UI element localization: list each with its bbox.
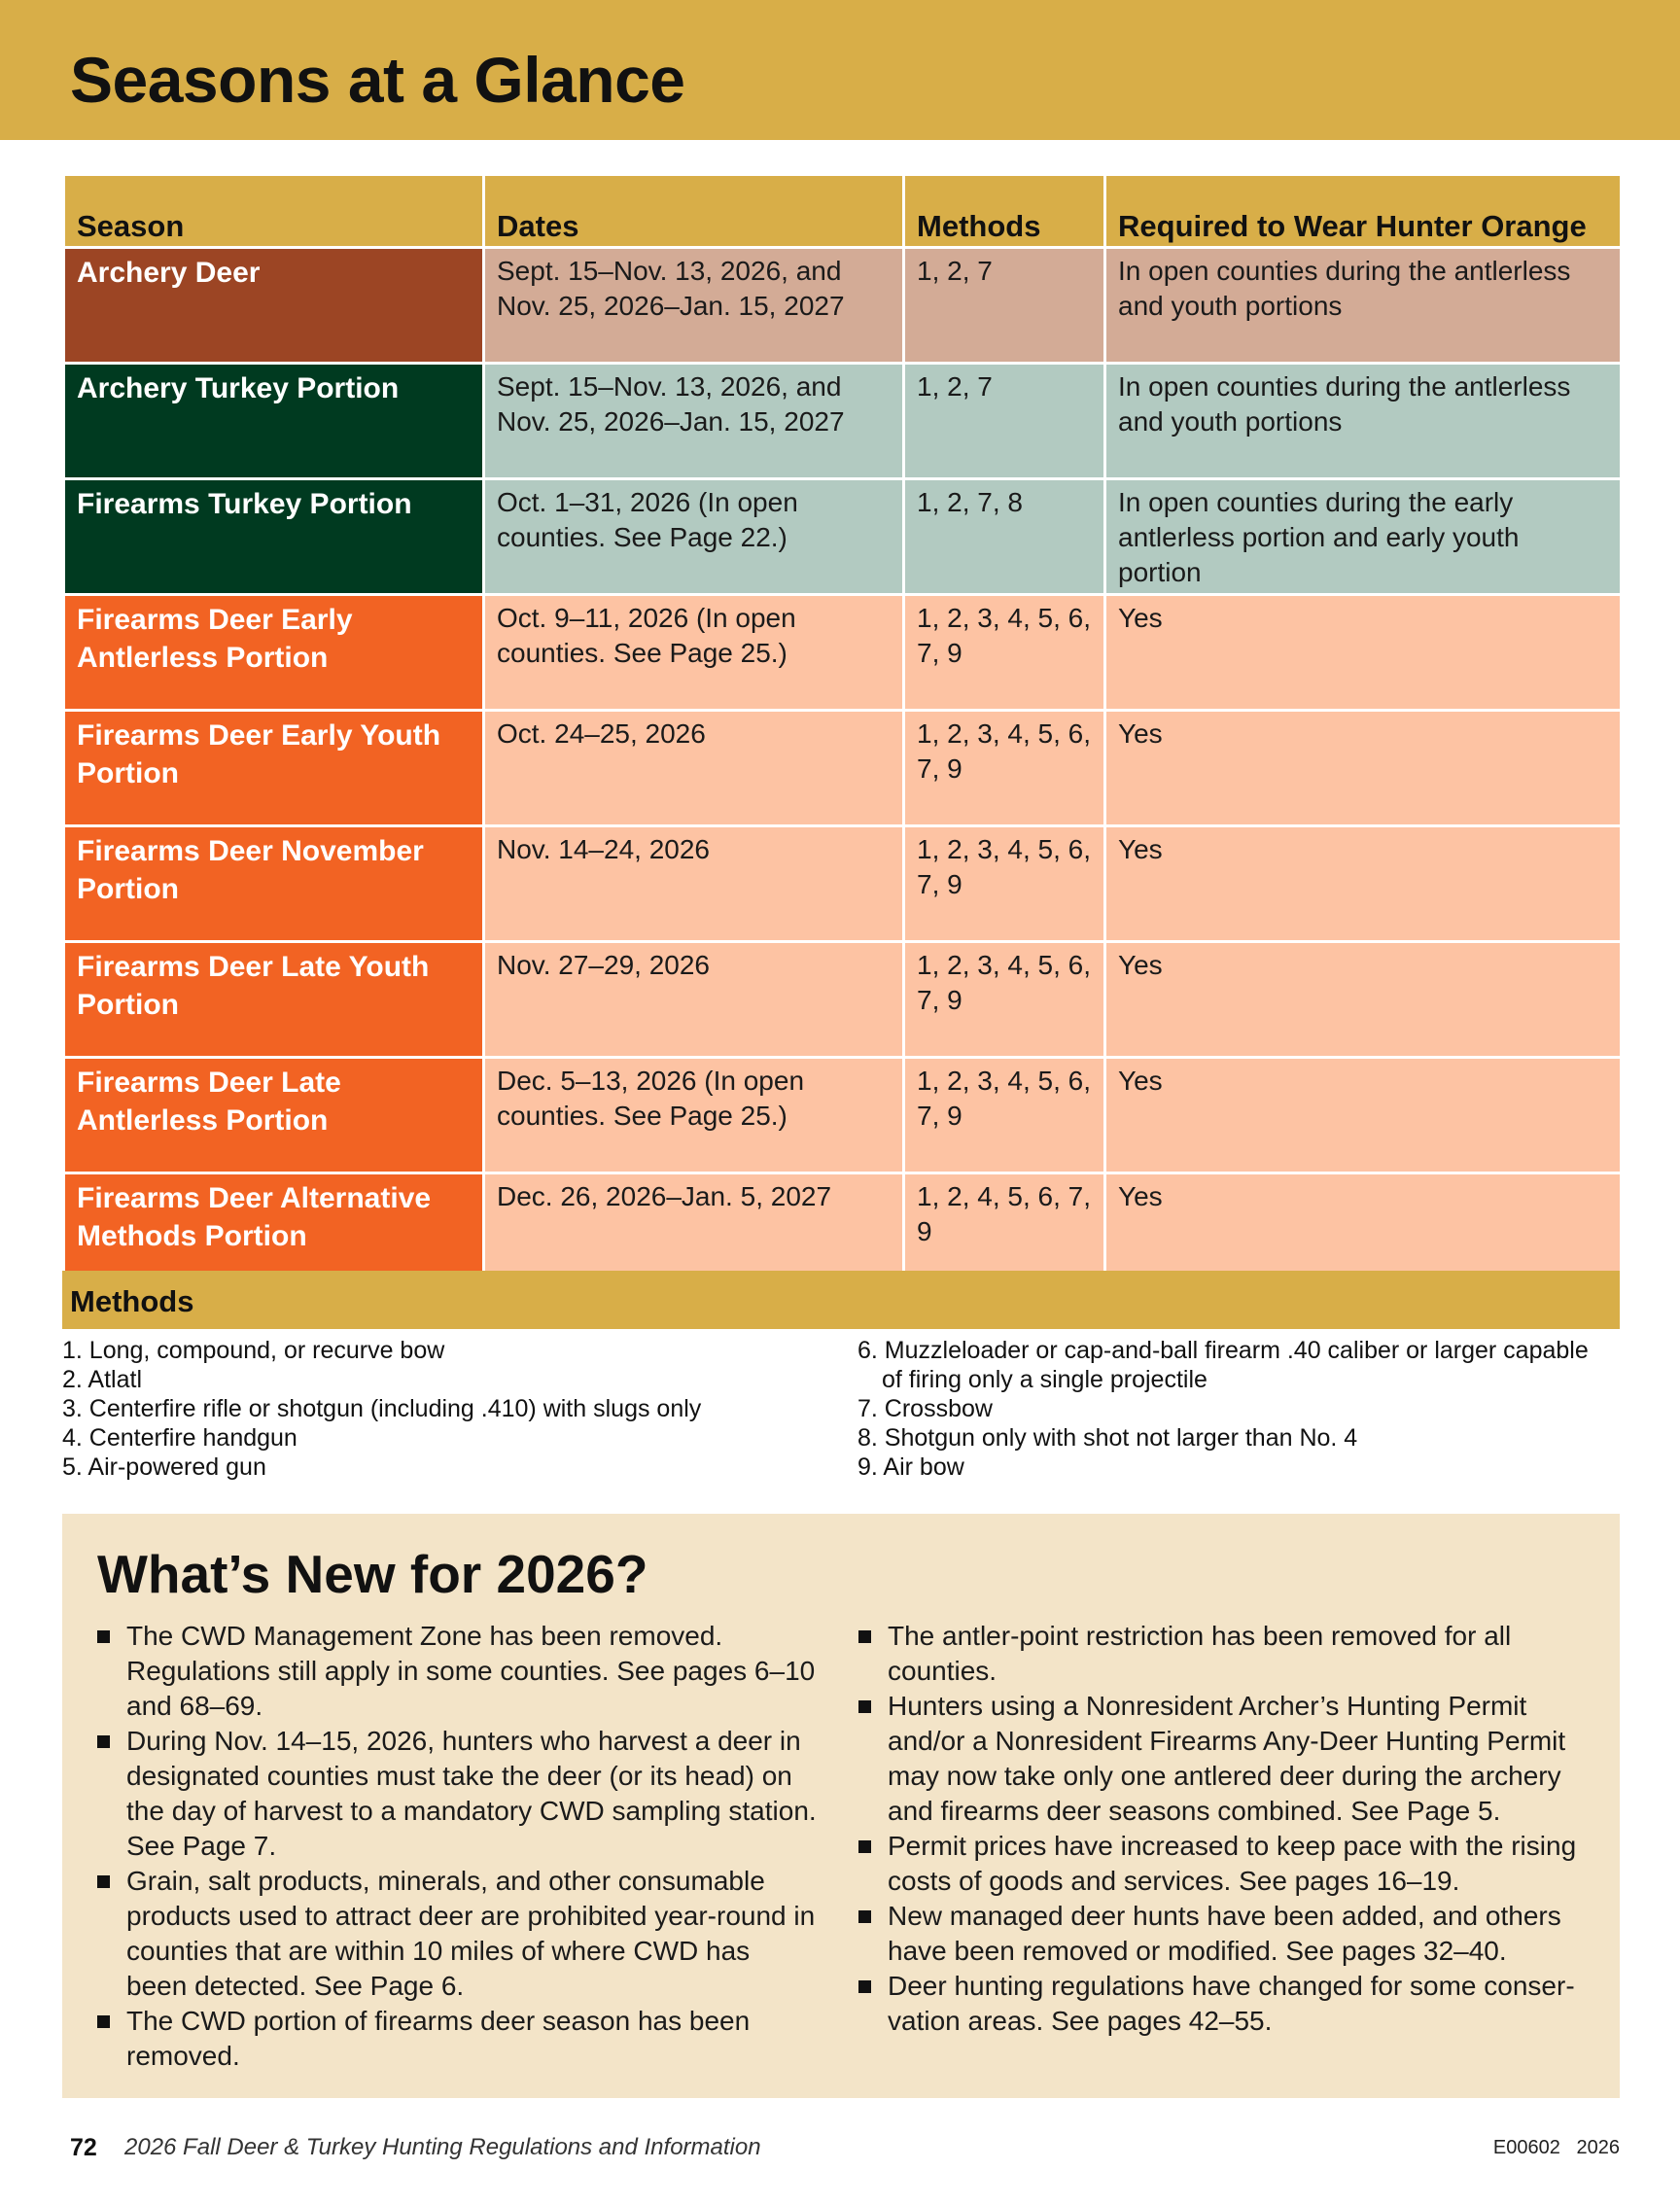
whats-new-list-right: [858, 1619, 1578, 2039]
methods-list-left: [62, 1336, 840, 1482]
dates-cell: Nov. 14–24, 2026: [484, 826, 904, 942]
methods-cell: 1, 2, 3, 4, 5, 6, 7, 9: [904, 595, 1105, 711]
publication-title: 2026 Fall Deer & Turkey Hunting Regulations and Information: [124, 2134, 761, 2160]
news-item: [858, 1829, 1578, 1899]
table-row: [64, 595, 1622, 711]
methods-bar: [62, 1271, 1620, 1329]
title-banner: [0, 0, 1680, 140]
news-item-text: Hunters using a Nonresident Archer’s Hunting Permit and/or a Nonresident Firearms Any-Deer Hunting Permit may now take only one antlered deer during the archery and firearms deer seasons combined. See Page 5.: [888, 1691, 1566, 1826]
news-item-text: New managed deer hunts have been added, and others have been removed or modified. See pages 32–40.: [888, 1901, 1561, 1966]
hunter-orange-cell: In open counties during the antlerless and youth portions: [1105, 364, 1622, 479]
hunter-orange-cell: Yes: [1105, 595, 1622, 711]
news-item: [858, 1969, 1578, 2039]
whats-new-list-left: [97, 1619, 817, 2074]
methods-cell: 1, 2, 7: [904, 364, 1105, 479]
dates-cell: Oct. 9–11, 2026 (In open counties. See Page 25.): [484, 595, 904, 711]
news-item-text: Permit prices have increased to keep pace with the rising costs of goods and services. See pages 16–19.: [888, 1831, 1577, 1896]
method-item: 9. Air bow: [858, 1453, 964, 1481]
season-cell: Firearms Deer November Portion: [64, 826, 484, 942]
square-bullet-icon: [858, 1980, 871, 1993]
table-row: [64, 1058, 1622, 1173]
square-bullet-icon: [858, 1630, 871, 1643]
table-row: [64, 479, 1622, 595]
dates-cell: Sept. 15–Nov. 13, 2026, and Nov. 25, 2026–Jan. 15, 2027: [484, 364, 904, 479]
method-item: 2. Atlatl: [62, 1366, 142, 1393]
method-item: 3. Centerfire rifle or shotgun (including .410) with slugs only: [62, 1395, 702, 1422]
dates-cell: Nov. 27–29, 2026: [484, 942, 904, 1058]
header-methods: Methods: [904, 175, 1105, 248]
hunter-orange-cell: In open counties during the antlerless and youth portions: [1105, 248, 1622, 364]
publication-code: E00602 2026: [1492, 2137, 1620, 2158]
dates-cell: Dec. 5–13, 2026 (In open counties. See Page 25.): [484, 1058, 904, 1173]
seasons-table: [62, 173, 1623, 1290]
hunter-orange-cell: Yes: [1105, 1058, 1622, 1173]
methods-cell: 1, 2, 7: [904, 248, 1105, 364]
method-item: 5. Air-powered gun: [62, 1453, 266, 1481]
hunter-orange-cell: Yes: [1105, 711, 1622, 826]
news-item-text: Grain, salt products, minerals, and other consumable products used to attract deer are prohibited year-round in counties that are within 10 miles of where CWD has been detected. See Page 6.: [126, 1866, 816, 2001]
dates-cell: Dec. 26, 2026–Jan. 5, 2027: [484, 1173, 904, 1289]
square-bullet-icon: [97, 2015, 110, 2028]
season-cell: Archery Deer: [64, 248, 484, 364]
method-item: 8. Shotgun only with shot not larger than No. 4: [858, 1424, 1358, 1452]
news-item-text: During Nov. 14–15, 2026, hunters who harvest a deer in designated counties must take the deer (or its head) on the day of harvest to a mandatory CWD sampling station. See Page 7.: [126, 1726, 817, 1861]
news-item: [858, 1619, 1578, 1689]
methods-cell: 1, 2, 3, 4, 5, 6, 7, 9: [904, 826, 1105, 942]
methods-cell: 1, 2, 3, 4, 5, 6, 7, 9: [904, 711, 1105, 826]
table-header-row: [64, 175, 1622, 248]
method-item: 7. Crossbow: [858, 1395, 993, 1422]
news-item-text: Deer hunting regulations have changed for some conser-vation areas. See pages 42–55.: [888, 1971, 1575, 2036]
methods-cell: 1, 2, 3, 4, 5, 6, 7, 9: [904, 1058, 1105, 1173]
method-item: 1. Long, compound, or recurve bow: [62, 1337, 445, 1364]
header-hunter-orange: Required to Wear Hunter Orange: [1105, 175, 1622, 248]
news-item-text: The antler-point restriction has been removed for all counties.: [888, 1621, 1512, 1686]
news-item: [97, 1724, 817, 1864]
news-item: [97, 1619, 817, 1724]
dates-cell: Oct. 1–31, 2026 (In open counties. See Page 22.): [484, 479, 904, 595]
table-row: [64, 364, 1622, 479]
hunter-orange-cell: Yes: [1105, 1173, 1622, 1289]
season-cell: Firearms Turkey Portion: [64, 479, 484, 595]
season-cell: Firearms Deer Early Antlerless Portion: [64, 595, 484, 711]
table-row: [64, 826, 1622, 942]
method-item: 6. Muzzleloader or cap-and-ball firearm .40 caliber or larger capable of firing only a single projectile: [858, 1337, 1589, 1393]
method-item: 4. Centerfire handgun: [62, 1424, 298, 1452]
season-cell: Firearms Deer Alternative Methods Portion: [64, 1173, 484, 1289]
news-item-text: The CWD Management Zone has been removed. Regulations still apply in some counties. See pages 6–10 and 68–69.: [126, 1621, 816, 1721]
square-bullet-icon: [858, 1700, 871, 1713]
methods-cell: 1, 2, 4, 5, 6, 7, 9: [904, 1173, 1105, 1289]
page-title: Seasons at a Glance: [70, 44, 685, 116]
dates-cell: Oct. 24–25, 2026: [484, 711, 904, 826]
hunter-orange-cell: In open counties during the early antlerless portion and early youth portion: [1105, 479, 1622, 595]
square-bullet-icon: [97, 1630, 110, 1643]
news-item: [97, 1864, 817, 2004]
season-cell: Firearms Deer Early Youth Portion: [64, 711, 484, 826]
whats-new-panel: [62, 1514, 1620, 2098]
table-row: [64, 942, 1622, 1058]
whats-new-title: What’s New for 2026?: [97, 1544, 648, 1604]
methods-cell: 1, 2, 3, 4, 5, 6, 7, 9: [904, 942, 1105, 1058]
square-bullet-icon: [858, 1910, 871, 1923]
table-row: [64, 248, 1622, 364]
header-season: Season: [64, 175, 484, 248]
season-cell: Firearms Deer Late Antlerless Portion: [64, 1058, 484, 1173]
square-bullet-icon: [97, 1735, 110, 1748]
header-dates: Dates: [484, 175, 904, 248]
table-row: [64, 711, 1622, 826]
methods-list-right: [858, 1336, 1606, 1482]
page-number: 72: [70, 2134, 97, 2161]
methods-cell: 1, 2, 7, 8: [904, 479, 1105, 595]
square-bullet-icon: [858, 1840, 871, 1853]
methods-title: Methods: [70, 1284, 194, 1318]
news-item-text: The CWD portion of firearms deer season has been removed.: [126, 2006, 751, 2071]
hunter-orange-cell: Yes: [1105, 826, 1622, 942]
news-item: [97, 2004, 817, 2074]
square-bullet-icon: [97, 1875, 110, 1888]
news-item: [858, 1899, 1578, 1969]
news-item: [858, 1689, 1578, 1829]
season-cell: Firearms Deer Late Youth Portion: [64, 942, 484, 1058]
season-cell: Archery Turkey Portion: [64, 364, 484, 479]
hunter-orange-cell: Yes: [1105, 942, 1622, 1058]
dates-cell: Sept. 15–Nov. 13, 2026, and Nov. 25, 2026–Jan. 15, 2027: [484, 248, 904, 364]
